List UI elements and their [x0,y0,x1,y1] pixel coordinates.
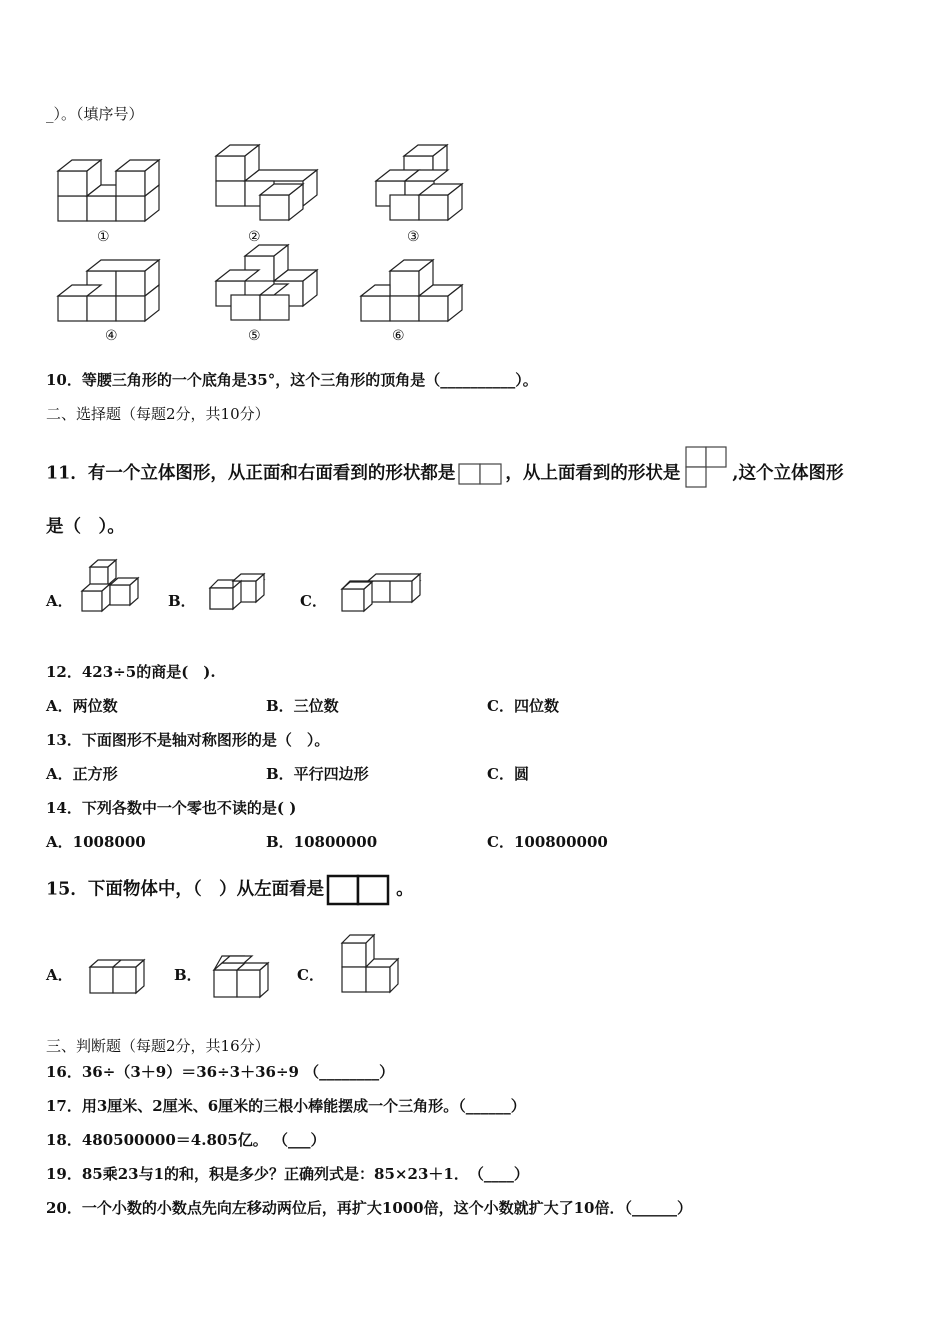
figure-4-label: ④ [105,328,118,344]
question-15-part1: 15．下面物体中，（ ）从左面看是 [46,879,325,900]
question-19: 19．85乘23与1的和，积是多少？正确列式是：85×23＋1． （____） [46,1165,529,1183]
figure-2 [210,140,325,224]
q15-option-b[interactable]: B． [174,966,202,984]
question-20: 20．一个小数的小数点先向左移动两位后，再扩大1000倍，这个小数就扩大了10倍．（______） [46,1199,692,1217]
question-17: 17．用3厘米、2厘米、6厘米的三根小棒能摆成一个三角形。（______） [46,1097,526,1115]
question-13: 13．下面图形不是轴对称图形的是（ ）。 [46,731,330,749]
question-12: 12．423÷5的商是( ). [46,663,216,681]
figure-2-label: ② [248,229,261,245]
figure-3-label: ③ [407,229,420,245]
figure-5 [210,240,325,324]
q13-option-c[interactable]: C．圆 [487,765,529,783]
question-11-line2: 是（ ）。 [46,517,125,537]
q11-option-a[interactable]: A． [46,592,73,610]
q15-option-b-figure[interactable] [206,950,276,1002]
question-18: 18．480500000＝4.805亿。 （___） [46,1131,326,1149]
q12-option-a[interactable]: A．两位数 [46,697,118,715]
top-view-icon [682,445,730,491]
q14-option-b[interactable]: B．10800000 [266,833,378,851]
q15-option-c-figure[interactable] [336,932,406,1000]
question-11-part3: ,这个立体图形 [732,463,844,484]
q11-option-c[interactable]: C． [300,592,327,610]
figure-3 [368,140,483,224]
q15-option-a[interactable]: A． [46,966,73,984]
front-view-icon [457,462,503,486]
q11-option-b-figure[interactable] [206,572,276,614]
question-11 [46,451,843,497]
section-3-heading: 三、判断题（每题2分，共16分） [46,1037,270,1055]
q15-option-c[interactable]: C． [297,966,324,984]
question-16: 16．36÷（3＋9）＝36÷3＋36÷9 （________） [46,1063,395,1081]
q15-option-a-figure[interactable] [84,956,148,998]
question-10: 10．等腰三角形的一个底角是35°，这个三角形的顶角是（__________）。 [46,371,538,389]
figure-6-label: ⑥ [392,328,405,344]
question-11-part1: 11．有一个立体图形，从正面和右面看到的形状都是 [46,463,456,484]
question-11-part2: ，从上面看到的形状是 [505,463,681,484]
q11-option-a-figure[interactable] [78,556,148,614]
q14-option-a[interactable]: A．1008000 [46,833,146,851]
question-14: 14．下列各数中一个零也不读的是( ) [46,799,297,817]
left-view-icon [326,874,390,906]
q12-option-b[interactable]: B．三位数 [266,697,339,715]
figure-6 [355,252,470,324]
q11-option-b[interactable]: B． [168,592,196,610]
q14-option-c[interactable]: C．100800000 [487,833,608,851]
section-2-heading: 二、选择题（每题2分，共10分） [46,405,270,423]
q13-option-a[interactable]: A．正方形 [46,765,118,783]
q11-option-c-figure[interactable] [338,572,428,616]
q13-option-b[interactable]: B．平行四边形 [266,765,369,783]
q12-option-c[interactable]: C．四位数 [487,697,559,715]
question-15-part2: 。 [396,879,414,900]
figure-4 [52,252,167,324]
figure-1 [52,152,167,224]
question-15 [46,874,414,906]
q9-tail: _）。（填序号） [46,105,144,123]
figure-5-label: ⑤ [248,328,261,344]
figure-1-label: ① [97,229,110,245]
